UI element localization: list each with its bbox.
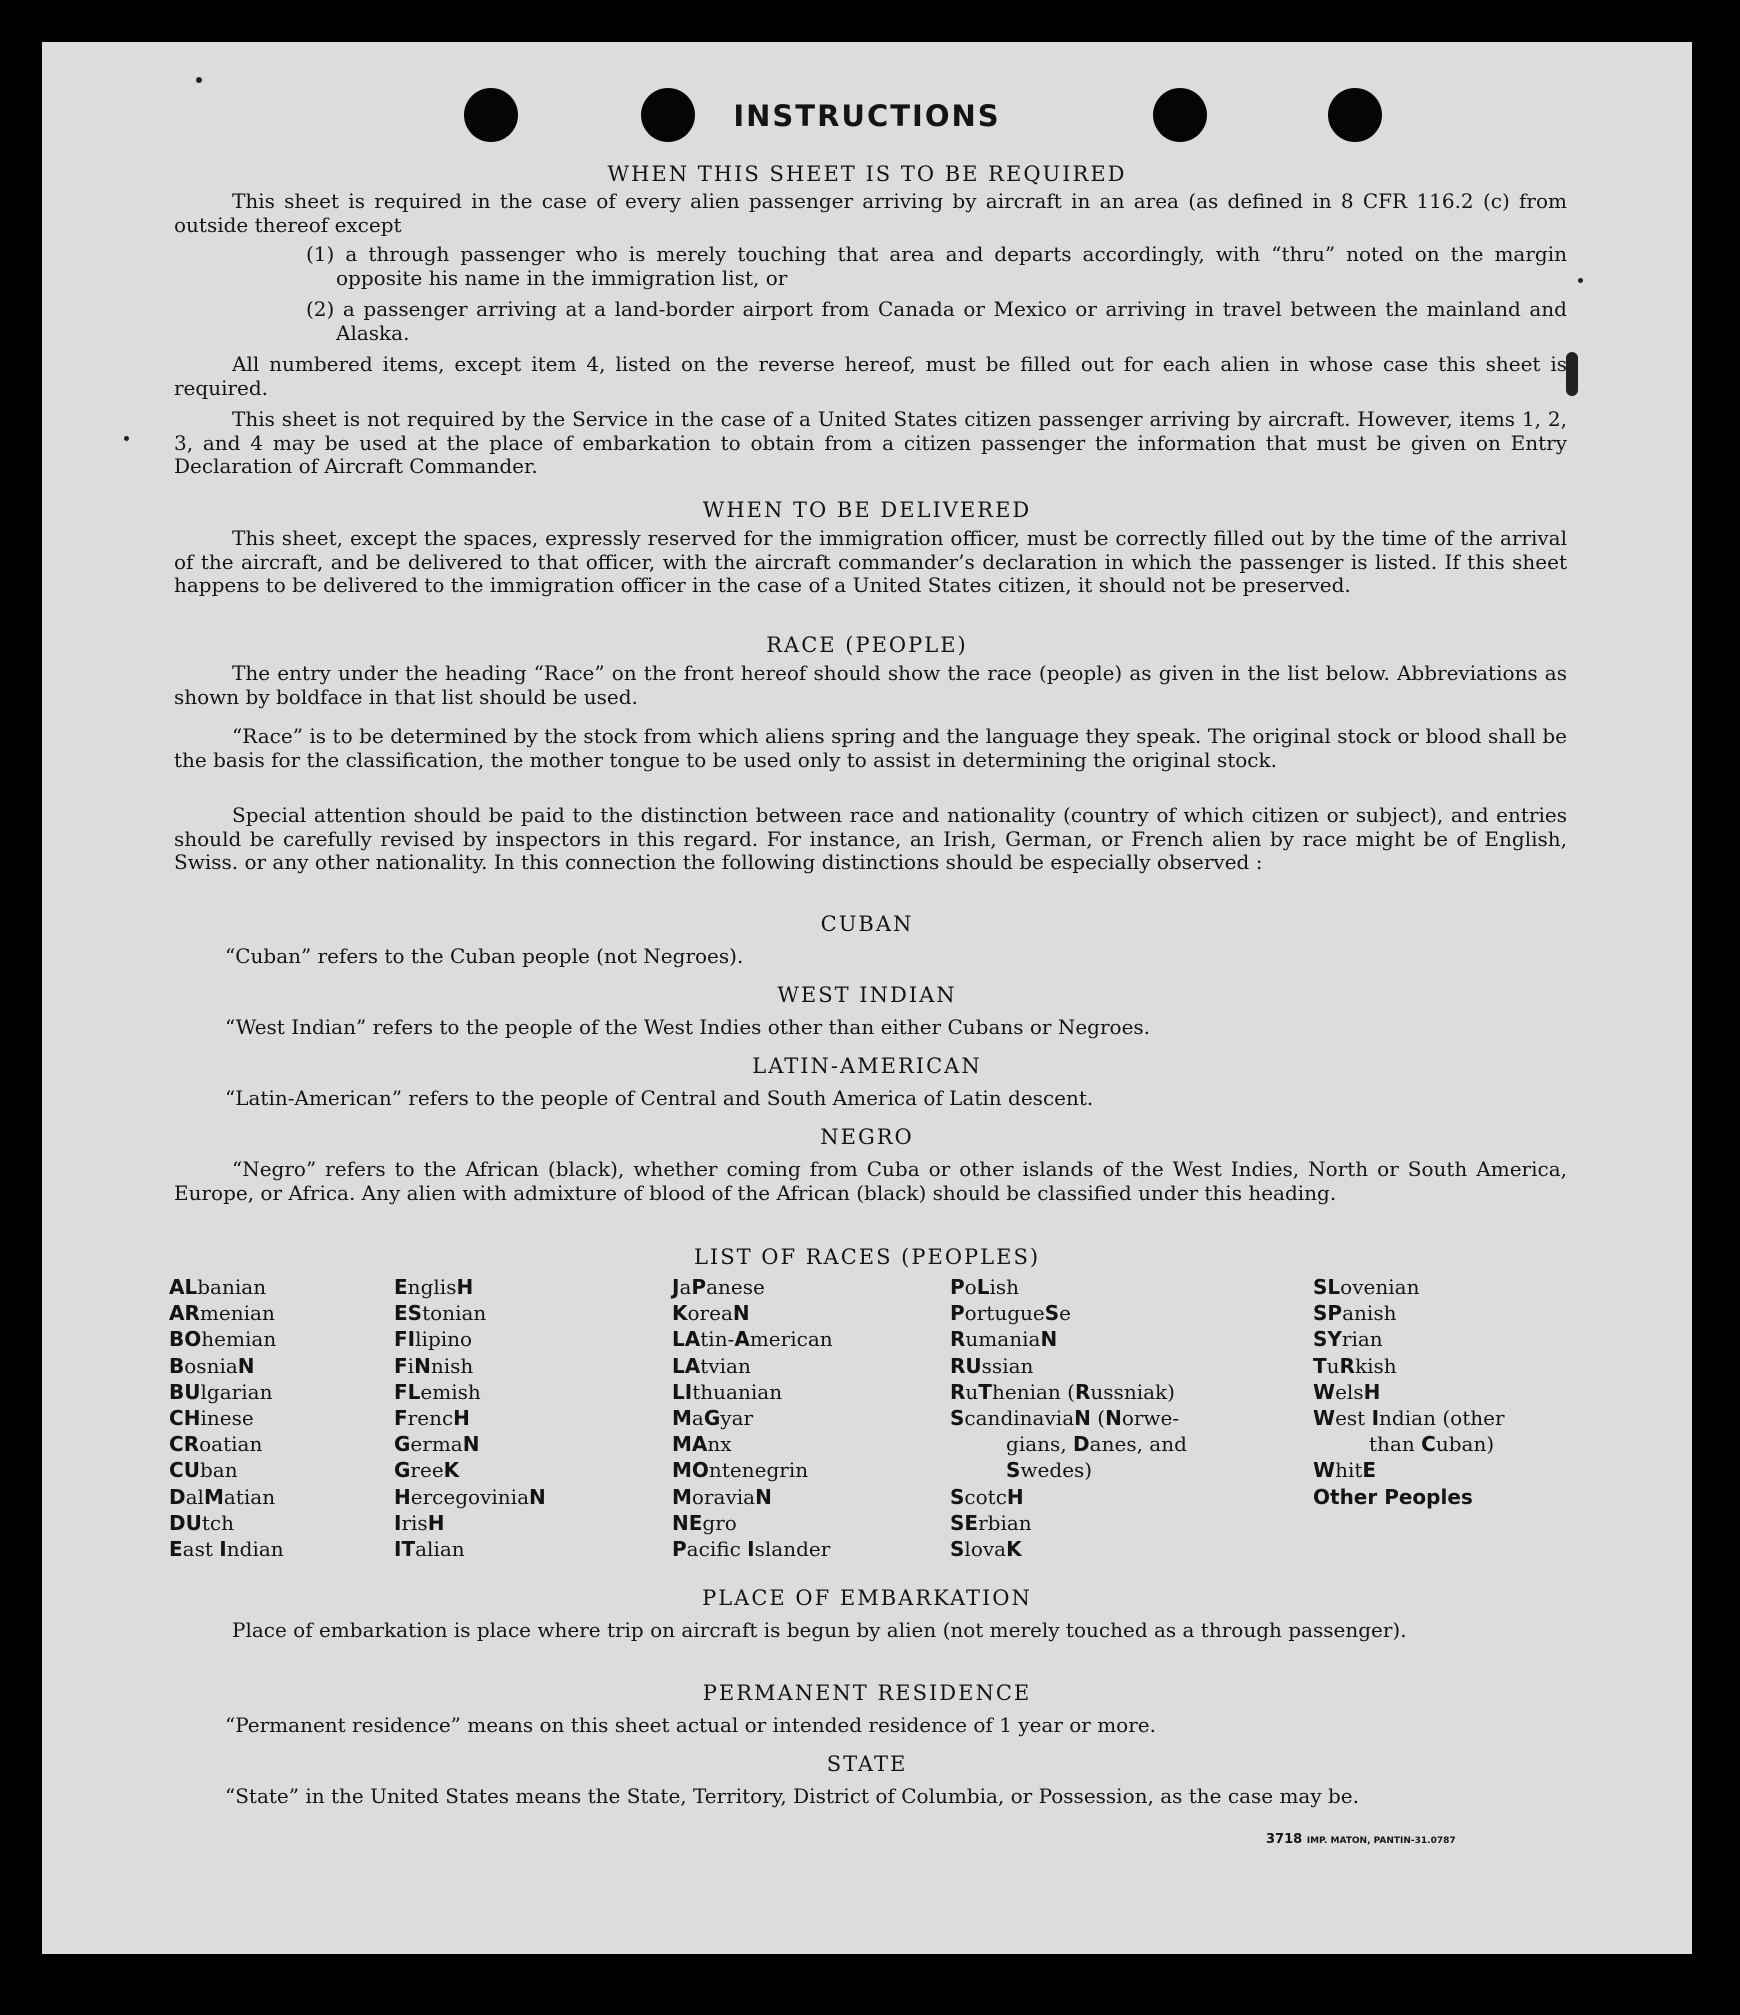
race-entry: ScotcH: [950, 1484, 1024, 1509]
definition-latin-american: “Latin-American” refers to the people of Central and South America of Latin descent.: [225, 1086, 1094, 1110]
race-entry: FrencH: [394, 1406, 470, 1431]
para-citizen-passenger: This sheet is not required by the Service in the case of a United States citizen passenger arriving by aircraft. However, items 1, 2, 3, and 4 may be used at the place of embarkation to obtain from a citizen passenger the information that must be given on Entry Declaration of Aircraft Commander.: [174, 407, 1567, 478]
races-column-2: [394, 1274, 546, 1562]
form-number: 3718: [1266, 1832, 1303, 1847]
para-when-delivered: This sheet, except the spaces, expressly reserved for the immigration officer, must be correctly filled out by the time of the arrival of the aircraft, and be delivered to that officer, with the aircraft commander’s declaration in which the passenger is listed. If this sheet happens to be delivered to the immigration officer in the case of a United States citizen, it should not be preserved.: [174, 526, 1567, 597]
heading-permanent-residence: PERMANENT RESIDENCE: [702, 1681, 1032, 1705]
heading-state: STATE: [826, 1752, 908, 1776]
document-title: INSTRUCTIONS: [733, 99, 1001, 133]
printer-imprint: IMP. MATON, PANTIN-31.0787: [1306, 1836, 1456, 1846]
race-entry: HercegoviniaN: [394, 1484, 546, 1509]
race-entry: gians, Danes, and: [1006, 1432, 1187, 1457]
para-race-stock: “Race” is to be determined by the stock from which aliens spring and the language they speak. The original stock or blood shall be the basis for the classification, the mother tongue to be used only to assist in determining the original stock.: [174, 724, 1567, 772]
definition-embarkation: Place of embarkation is place where trip on aircraft is begun by alien (not merely touched as a through passenger).: [232, 1618, 1407, 1642]
race-entry: GermaN: [394, 1432, 480, 1457]
race-entry: Swedes): [1006, 1458, 1093, 1483]
heading-list-of-races: LIST OF RACES (PEOPLES): [693, 1245, 1041, 1269]
race-entry: SlovaK: [950, 1537, 1022, 1562]
races-column-4: [950, 1274, 1187, 1562]
races-column-5: [1313, 1274, 1505, 1510]
race-entry: NEgro: [672, 1510, 737, 1535]
definition-cuban: “Cuban” refers to the Cuban people (not Negroes).: [225, 944, 744, 968]
race-entry: GreeK: [394, 1458, 460, 1483]
race-entry: SPanish: [1313, 1301, 1397, 1326]
heading-cuban: CUBAN: [820, 912, 914, 936]
race-entry: EStonian: [394, 1301, 487, 1326]
race-entry: SLovenian: [1313, 1275, 1420, 1299]
definition-state: “State” in the United States means the State, Territory, District of Columbia, or Possession, as the case may be.: [225, 1784, 1359, 1808]
heading-race: RACE (PEOPLE): [766, 633, 968, 657]
race-entry: TuRkish: [1313, 1353, 1397, 1378]
race-entry: WelsH: [1313, 1379, 1381, 1404]
para-race-nationality: Special attention should be paid to the distinction between race and nationality (country of which citizen or subject), and entries should be carefully revised by inspectors in this regard. For instance, an Irish, German, or French alien by race might be of English, Swiss. or any other nationality. In this connection the following distinctions should be especially observed :: [174, 803, 1567, 874]
race-entry: ScandinaviaN (Norwe-: [950, 1406, 1180, 1431]
race-entry: Pacifc Islander: [672, 1537, 831, 1562]
heading-west-indian: WEST INDIAN: [777, 983, 957, 1007]
race-entry: than Cuban): [1369, 1432, 1495, 1457]
race-entry: BUlgarian: [169, 1379, 273, 1404]
race-entry: CRoatian: [169, 1432, 263, 1457]
heading-latin-american: LATIN-AMERICAN: [752, 1054, 982, 1078]
race-entry: ITalian: [394, 1537, 465, 1562]
race-entry: MaGyar: [672, 1406, 754, 1431]
races-column-3: [672, 1274, 833, 1562]
definition-west-indian: “West Indian” refers to the people of the West Indies other than either Cubans or Negroes.: [225, 1015, 1151, 1039]
race-entry: East Indian: [169, 1537, 284, 1562]
ink-speck: [1566, 352, 1578, 396]
race-entry: LAtin-American: [672, 1327, 833, 1352]
race-entry: MOntenegrin: [672, 1458, 809, 1483]
race-entry: CUban: [169, 1458, 238, 1483]
race-entry: RUssian: [950, 1353, 1034, 1378]
race-entry: RuThenian (Russniak): [950, 1379, 1175, 1404]
race-entry: FLemish: [394, 1379, 481, 1404]
list-item-2: (2) a passenger arriving at a land-border airport from Canada or Mexico or arriving in travel between the mainland and Alaska.: [306, 297, 1567, 345]
heading-negro: NEGRO: [820, 1125, 914, 1149]
race-entry: CHinese: [169, 1406, 254, 1431]
race-entry: PoLish: [950, 1275, 1020, 1299]
race-entry: Other Peoples: [1313, 1484, 1473, 1509]
para-when-required-intro: This sheet is required in the case of every alien passenger arriving by aircraft in an area (as defined in 8 CFR 116.2 (c) from outside thereof except: [174, 189, 1567, 237]
race-entry: BOhemian: [169, 1327, 277, 1352]
ink-speck: [196, 77, 202, 83]
race-entry: KoreaN: [672, 1301, 750, 1326]
heading-when-delivered: WHEN TO BE DELIVERED: [702, 498, 1032, 522]
race-entry: West Indian (other: [1313, 1406, 1505, 1431]
race-entry: FiNnish: [394, 1353, 474, 1378]
heading-when-required: WHEN THIS SHEET IS TO BE REQUIRED: [607, 162, 1127, 186]
race-entry: ARmenian: [169, 1301, 275, 1326]
race-entry: SErbian: [950, 1510, 1032, 1535]
para-race-entry: The entry under the heading “Race” on the front hereof should show the race (people) as given in the list below. Abbreviations as shown by boldface in that list should be used.: [174, 661, 1567, 709]
race-entry: WhitE: [1313, 1458, 1377, 1483]
heading-embarkation: PLACE OF EMBARKATION: [702, 1586, 1032, 1610]
para-numbered-items: All numbered items, except item 4, listed on the reverse hereof, must be filled out for each alien in whose case this sheet is required.: [174, 352, 1567, 400]
definition-negro: “Negro” refers to the African (black), whether coming from Cuba or other islands of the West Indies, North or South America, Europe, or Africa. Any alien with admixture of blood of the African (black) should be classified under this heading.: [174, 1157, 1567, 1205]
race-entry: IrisH: [394, 1510, 445, 1535]
race-entry: DalMatian: [169, 1484, 276, 1509]
race-entry: EnglisH: [394, 1275, 474, 1299]
race-entry: BosniaN: [169, 1353, 255, 1378]
race-entry: DUtch: [169, 1510, 234, 1535]
list-item-1: (1) a through passenger who is merely touching that area and departs accordingly, with “thru” noted on the margin opposite his name in the immigration list, or: [306, 242, 1567, 290]
ink-speck: [124, 436, 129, 441]
ink-speck: [1578, 278, 1583, 283]
race-entry: RumaniaN: [950, 1327, 1058, 1352]
race-entry: SYrian: [1313, 1327, 1383, 1352]
race-entry: JaPanese: [672, 1275, 765, 1299]
race-entry: MoraviaN: [672, 1484, 772, 1509]
race-entry: MAnx: [672, 1432, 732, 1457]
race-entry: PortugueSe: [950, 1301, 1072, 1326]
races-column-1: [169, 1274, 284, 1562]
document-sheet: [42, 42, 1692, 1954]
definition-permanent-residence: “Permanent residence” means on this sheet actual or intended residence of 1 year or more.: [225, 1713, 1156, 1737]
race-entry: ALbanian: [169, 1275, 267, 1299]
race-entry: LIthuanian: [672, 1379, 783, 1404]
race-entry: LAtvian: [672, 1353, 751, 1378]
race-entry: FIlipino: [394, 1327, 473, 1352]
footer-imprint: [1266, 1832, 1456, 1847]
